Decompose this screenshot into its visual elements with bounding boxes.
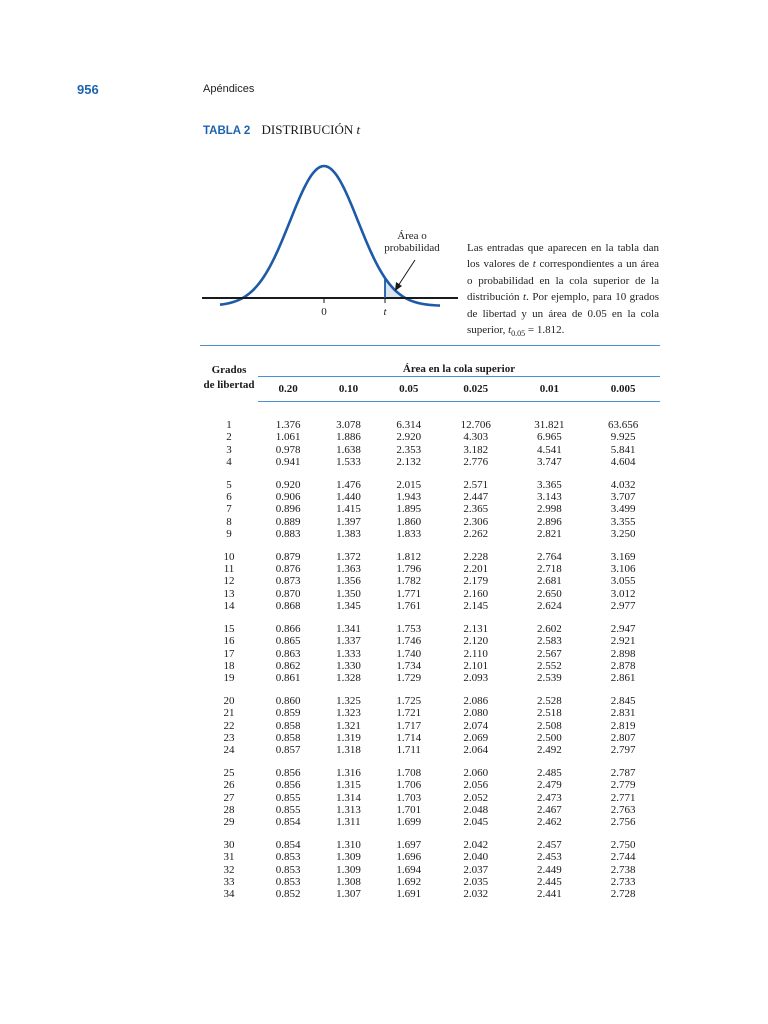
value-cell: 1.313	[336, 803, 361, 816]
table-row	[200, 829, 660, 851]
table-row	[200, 575, 660, 587]
value-cell: 1.376	[275, 419, 301, 431]
value-cell: 2.040	[463, 851, 489, 864]
value-cell: 2.037	[463, 863, 489, 876]
value-cell: 2.042	[463, 838, 489, 851]
value-cell: 1.734	[396, 659, 422, 672]
df-cell: 9	[226, 528, 232, 541]
value-cell: 2.845	[610, 694, 636, 707]
value-cell: 2.132	[396, 456, 422, 469]
value-cell: 2.145	[463, 600, 489, 613]
value-cell: 2.101	[463, 659, 489, 672]
df-cell: 3	[226, 443, 232, 456]
value-cell: 2.921	[610, 635, 636, 648]
df-cell: 23	[223, 731, 235, 744]
value-cell: 2.797	[610, 744, 636, 757]
value-cell: 1.706	[396, 779, 422, 792]
df-cell: 34	[223, 888, 235, 901]
value-cell: 1.725	[396, 694, 422, 707]
df-cell: 32	[223, 863, 235, 876]
value-cell: 2.467	[537, 803, 562, 816]
value-cell: 0.920	[275, 478, 301, 491]
value-cell: 0.906	[275, 491, 301, 504]
column-header: 0.05	[379, 377, 439, 402]
df-cell: 26	[223, 779, 235, 792]
callout-arrow	[398, 260, 415, 286]
value-cell: 1.318	[336, 744, 361, 757]
value-cell: 2.080	[463, 707, 489, 720]
df-cell: 25	[223, 766, 235, 779]
t-distribution-figure	[200, 150, 460, 325]
value-cell: 2.441	[537, 888, 562, 901]
value-cell: 2.365	[463, 503, 489, 516]
value-cell: 1.307	[336, 888, 361, 901]
value-cell: 1.701	[396, 803, 422, 816]
value-cell: 0.873	[275, 575, 301, 588]
value-cell: 0.854	[275, 816, 301, 829]
value-cell: 1.692	[396, 876, 422, 888]
value-cell: 2.779	[610, 779, 636, 792]
value-cell: 6.965	[537, 431, 562, 444]
column-header: 0.005	[586, 377, 660, 402]
value-cell: 63.656	[608, 419, 639, 431]
value-cell: 2.048	[463, 803, 489, 816]
value-cell: 0.860	[275, 694, 301, 707]
value-cell: 2.492	[537, 744, 562, 757]
value-cell: 2.045	[463, 816, 489, 829]
value-cell: 2.500	[537, 731, 562, 744]
value-cell: 1.308	[336, 876, 361, 888]
value-cell: 3.747	[537, 456, 562, 469]
df-cell: 13	[223, 587, 235, 600]
value-cell: 1.350	[336, 587, 361, 600]
value-cell: 2.457	[537, 838, 562, 851]
value-cell: 2.179	[463, 575, 489, 588]
value-cell: 1.383	[336, 528, 361, 541]
value-cell: 0.854	[275, 838, 301, 851]
value-cell: 2.750	[610, 838, 636, 851]
value-cell: 3.250	[610, 528, 636, 541]
value-cell: 2.571	[463, 478, 489, 491]
table-name: DISTRIBUCIÓN	[261, 122, 354, 137]
value-cell: 2.733	[610, 876, 636, 888]
value-cell: 2.896	[537, 515, 562, 528]
df-cell: 5	[226, 478, 232, 491]
value-cell: 1.309	[336, 851, 361, 864]
value-cell: 3.182	[463, 443, 489, 456]
df-cell: 11	[223, 563, 235, 576]
table-row	[200, 757, 660, 779]
value-cell: 2.583	[537, 635, 562, 648]
value-cell: 1.696	[396, 851, 422, 864]
value-cell: 2.064	[463, 744, 489, 757]
df-cell: 1	[226, 418, 232, 431]
value-cell: 1.311	[336, 816, 361, 829]
df-cell: 21	[223, 707, 235, 720]
value-cell: 0.868	[275, 600, 301, 613]
section-name: Apéndices	[203, 83, 255, 95]
value-cell: 1.328	[336, 672, 361, 685]
value-cell: 2.819	[610, 719, 636, 732]
table-row	[200, 672, 660, 684]
value-cell: 9.925	[610, 431, 636, 444]
value-cell: 3.055	[610, 575, 636, 588]
value-cell: 12.706	[460, 419, 491, 431]
table-row	[200, 635, 660, 647]
value-cell: 0.859	[275, 707, 301, 720]
value-cell: 2.763	[610, 803, 636, 816]
value-cell: 0.852	[275, 888, 301, 901]
value-cell: 1.323	[336, 707, 361, 720]
value-cell: 2.552	[537, 659, 562, 672]
value-cell: 2.445	[537, 876, 562, 888]
value-cell: 1.321	[336, 719, 361, 732]
arrow-head-icon	[395, 282, 402, 291]
df-cell: 31	[223, 851, 235, 864]
table-name-variable: t	[356, 122, 361, 137]
table-row	[200, 720, 660, 732]
value-cell: 2.306	[463, 515, 489, 528]
value-cell: 2.728	[610, 888, 636, 901]
value-cell: 1.694	[396, 863, 422, 876]
value-cell: 0.855	[275, 791, 301, 804]
table-row	[200, 707, 660, 719]
value-cell: 2.528	[537, 694, 562, 707]
value-cell: 1.638	[336, 443, 361, 456]
df-cell: 20	[223, 694, 235, 707]
value-cell: 2.093	[463, 672, 489, 685]
value-cell: 2.539	[537, 672, 562, 685]
value-cell: 3.106	[610, 563, 636, 576]
value-cell: 31.821	[534, 419, 565, 431]
table-row	[200, 563, 660, 575]
value-cell: 0.857	[275, 744, 301, 757]
df-cell: 27	[223, 791, 235, 804]
value-cell: 2.831	[610, 707, 636, 720]
value-cell: 1.796	[396, 563, 422, 576]
table-row	[200, 491, 660, 503]
value-cell: 2.447	[463, 491, 489, 504]
value-cell: 2.602	[537, 622, 562, 635]
df-cell: 6	[226, 491, 232, 504]
table-label: TABLA 2	[203, 125, 251, 137]
table-row	[200, 402, 660, 432]
column-header-row	[200, 377, 660, 402]
value-cell: 6.314	[396, 419, 422, 431]
value-cell: 1.309	[336, 863, 361, 876]
value-cell: 1.708	[396, 766, 422, 779]
table-title	[203, 122, 360, 138]
value-cell: 2.074	[463, 719, 489, 732]
value-cell: 2.052	[463, 791, 489, 804]
df-cell: 17	[223, 647, 235, 660]
df-cell: 2	[226, 431, 232, 444]
table-row	[200, 528, 660, 540]
df-cell: 29	[223, 816, 235, 829]
value-cell: 2.262	[463, 528, 489, 541]
value-cell: 1.740	[396, 647, 422, 660]
value-cell: 0.855	[275, 803, 301, 816]
value-cell: 2.201	[463, 563, 489, 576]
value-cell: 3.143	[537, 491, 562, 504]
df-cell: 22	[223, 719, 235, 732]
value-cell: 2.131	[463, 622, 489, 635]
column-header: 0.10	[318, 377, 378, 402]
value-cell: 1.440	[336, 491, 361, 504]
table-row	[200, 648, 660, 660]
table-row	[200, 660, 660, 672]
value-cell: 3.078	[336, 419, 361, 431]
value-cell: 1.533	[336, 456, 361, 469]
value-cell: 2.756	[610, 816, 636, 829]
t-distribution-svg	[200, 150, 460, 325]
value-cell: 4.303	[463, 431, 489, 444]
value-cell: 0.853	[275, 876, 301, 888]
value-cell: 2.228	[463, 550, 489, 563]
value-cell: 1.330	[336, 659, 361, 672]
value-cell: 2.681	[537, 575, 562, 588]
value-cell: 2.069	[463, 731, 489, 744]
area-header: Área en la cola superior	[402, 363, 516, 375]
value-cell: 0.866	[275, 622, 301, 635]
value-cell: 4.541	[537, 443, 562, 456]
table-row	[200, 588, 660, 600]
value-cell: 2.718	[537, 563, 562, 576]
value-cell: 1.943	[396, 491, 422, 504]
callout-line-2: probabilidad	[384, 242, 440, 254]
table-row	[200, 744, 660, 756]
table-description: Las entradas que aparecen en la tabla dan los valores de t correspondientes a un área o probabilidad en la cola superior de la distribución t. Por ejemplo, para 10 grados de libertad y un área de 0.05 en la cola superior, $t_{0.05} = 1.812$.	[467, 242, 659, 339]
value-cell: 1.314	[336, 791, 361, 804]
value-cell: 1.337	[336, 635, 361, 648]
column-header: 0.01	[513, 377, 587, 402]
value-cell: 2.160	[463, 587, 489, 600]
value-cell: 1.319	[336, 731, 361, 744]
value-cell: 2.776	[463, 456, 489, 469]
value-cell: 2.744	[610, 851, 636, 864]
table-row	[200, 503, 660, 515]
table-row	[200, 456, 660, 468]
value-cell: 1.372	[336, 550, 361, 563]
axis-label-t: t	[383, 306, 387, 318]
value-cell: 0.858	[275, 719, 301, 732]
value-cell: 2.453	[537, 851, 562, 864]
value-cell: 2.567	[537, 647, 562, 660]
table-row	[200, 804, 660, 816]
column-header: 0.025	[439, 377, 513, 402]
value-cell: 4.604	[610, 456, 636, 469]
table-row	[200, 816, 660, 828]
value-cell: 1.782	[396, 575, 422, 588]
value-cell: 2.898	[610, 647, 636, 660]
value-cell: 3.012	[610, 587, 636, 600]
value-cell: 2.120	[463, 635, 489, 648]
value-cell: 0.941	[275, 456, 301, 469]
t-distribution-table	[200, 346, 660, 901]
value-cell: 1.310	[336, 838, 361, 851]
value-cell: 0.856	[275, 766, 301, 779]
value-cell: 2.861	[610, 672, 636, 685]
table-row	[200, 732, 660, 744]
value-cell: 2.764	[537, 550, 562, 563]
value-cell: 1.746	[396, 635, 422, 648]
value-cell: 1.860	[396, 515, 422, 528]
value-cell: 0.896	[275, 503, 301, 516]
table-row	[200, 600, 660, 612]
value-cell: 1.714	[396, 731, 422, 744]
value-cell: 2.462	[537, 816, 562, 829]
value-cell: 1.771	[396, 587, 422, 600]
value-cell: 0.862	[275, 659, 301, 672]
value-cell: 2.353	[396, 443, 422, 456]
value-cell: 2.056	[463, 779, 489, 792]
value-cell: 2.479	[537, 779, 562, 792]
value-cell: 1.061	[275, 431, 301, 444]
value-cell: 2.920	[396, 431, 422, 444]
value-cell: 1.699	[396, 816, 422, 829]
table-row	[200, 516, 660, 528]
value-cell: 0.889	[275, 515, 301, 528]
value-cell: 2.738	[610, 863, 636, 876]
value-cell: 3.499	[610, 503, 636, 516]
value-cell: 2.977	[610, 600, 636, 613]
value-cell: 0.863	[275, 647, 301, 660]
df-cell: 16	[223, 635, 235, 648]
value-cell: 2.624	[537, 600, 562, 613]
table-row	[200, 851, 660, 863]
value-cell: 1.721	[396, 707, 422, 720]
table-row	[200, 864, 660, 876]
value-cell: 2.878	[610, 659, 636, 672]
value-cell: 0.858	[275, 731, 301, 744]
value-cell: 0.856	[275, 779, 301, 792]
value-cell: 2.015	[396, 478, 422, 491]
t-table-container	[200, 345, 660, 901]
df-cell: 7	[226, 503, 232, 516]
value-cell: 2.086	[463, 694, 489, 707]
df-cell: 4	[226, 456, 232, 469]
value-cell: 2.807	[610, 731, 636, 744]
value-cell: 3.169	[610, 550, 636, 563]
value-cell: 1.476	[336, 478, 361, 491]
value-cell: 2.449	[537, 863, 562, 876]
value-cell: 2.787	[610, 766, 636, 779]
value-cell: 1.711	[396, 744, 421, 757]
value-cell: 1.363	[336, 563, 361, 576]
df-cell: 15	[223, 622, 235, 635]
value-cell: 2.473	[537, 791, 562, 804]
value-cell: 2.518	[537, 707, 562, 720]
value-cell: 1.356	[336, 575, 361, 588]
value-cell: 1.812	[396, 550, 422, 563]
value-cell: 2.508	[537, 719, 562, 732]
value-cell: 1.895	[396, 503, 422, 516]
axis-label-zero: 0	[321, 306, 327, 318]
table-row	[200, 779, 660, 791]
value-cell: 3.365	[537, 478, 562, 491]
value-cell: 3.707	[610, 491, 636, 504]
value-cell: 3.355	[610, 515, 636, 528]
df-header: Grados de libertad	[203, 364, 255, 391]
value-cell: 0.853	[275, 863, 301, 876]
value-cell: 1.703	[396, 791, 422, 804]
df-cell: 33	[223, 876, 235, 888]
df-cell: 18	[223, 659, 235, 672]
value-cell: 2.032	[463, 888, 489, 901]
df-cell: 10	[223, 550, 235, 563]
value-cell: 1.415	[336, 503, 361, 516]
value-cell: 1.729	[396, 672, 422, 685]
value-cell: 0.865	[275, 635, 301, 648]
value-cell: 1.691	[396, 888, 422, 901]
df-cell: 30	[223, 838, 235, 851]
value-cell: 2.060	[463, 766, 489, 779]
df-cell: 28	[223, 803, 235, 816]
df-cell: 19	[223, 672, 235, 685]
value-cell: 0.853	[275, 851, 301, 864]
table-row	[200, 541, 660, 563]
table-row	[200, 888, 660, 900]
callout-line-1: Área o	[397, 230, 427, 242]
df-cell: 14	[223, 600, 235, 613]
table-row	[200, 876, 660, 888]
table-row	[200, 469, 660, 491]
value-cell: 1.753	[396, 622, 422, 635]
value-cell: 2.821	[537, 528, 562, 541]
value-cell: 1.833	[396, 528, 422, 541]
value-cell: 1.886	[336, 431, 361, 444]
table-row	[200, 444, 660, 456]
value-cell: 2.110	[463, 647, 488, 660]
value-cell: 4.032	[610, 478, 636, 491]
value-cell: 1.397	[336, 515, 361, 528]
table-row	[200, 613, 660, 635]
value-cell: 1.316	[336, 766, 361, 779]
df-cell: 8	[226, 515, 232, 528]
page-number: 956	[77, 82, 99, 97]
value-cell: 1.325	[336, 694, 361, 707]
value-cell: 0.870	[275, 587, 301, 600]
value-cell: 1.341	[336, 622, 361, 635]
df-cell: 24	[223, 744, 235, 757]
value-cell: 5.841	[610, 443, 636, 456]
value-cell: 2.947	[610, 622, 636, 635]
value-cell: 0.861	[275, 672, 301, 685]
value-cell: 2.771	[610, 791, 636, 804]
table-body	[200, 402, 660, 901]
column-header: 0.20	[258, 377, 318, 402]
value-cell: 0.876	[275, 563, 301, 576]
value-cell: 2.650	[537, 587, 562, 600]
value-cell: 2.998	[537, 503, 562, 516]
value-cell: 1.717	[396, 719, 422, 732]
table-row	[200, 685, 660, 707]
value-cell: 1.315	[336, 779, 361, 792]
value-cell: 2.035	[463, 876, 489, 888]
df-cell: 12	[223, 575, 235, 588]
value-cell: 0.978	[275, 443, 301, 456]
table-row	[200, 792, 660, 804]
value-cell: 1.697	[396, 838, 422, 851]
value-cell: 0.879	[275, 550, 301, 563]
value-cell: 1.345	[336, 600, 361, 613]
table-row	[200, 431, 660, 443]
value-cell: 0.883	[275, 528, 301, 541]
value-cell: 1.761	[396, 600, 422, 613]
value-cell: 1.333	[336, 647, 361, 660]
value-cell: 2.485	[537, 766, 562, 779]
